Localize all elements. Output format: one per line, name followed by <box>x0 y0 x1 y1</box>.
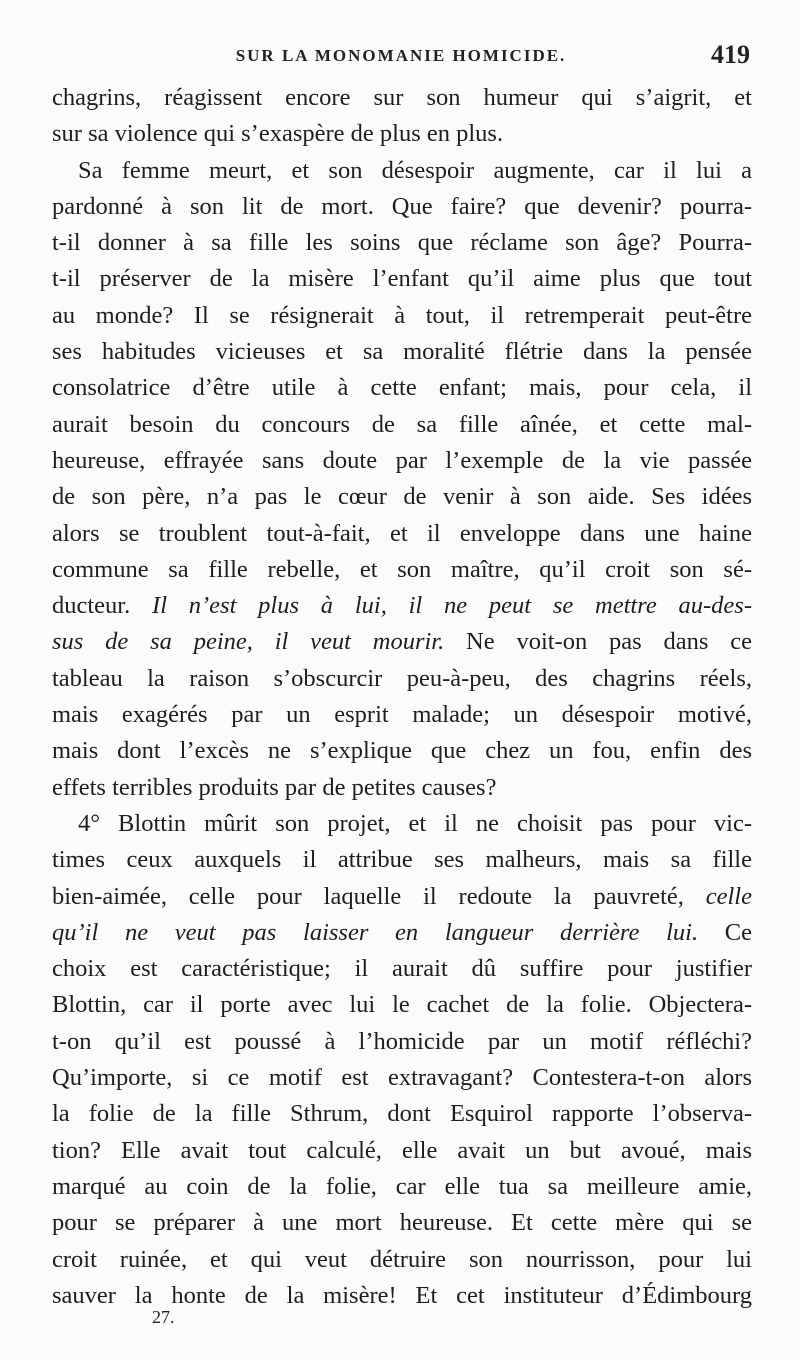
line-text: alors se troublent tout-à-fait, et il enveloppe dans une haine <box>52 519 752 547</box>
running-title: SUR LA MONOMANIE HOMICIDE. <box>235 46 567 65</box>
text-line <box>52 879 752 915</box>
text-line <box>52 987 752 1023</box>
page-header <box>52 40 750 74</box>
text-line <box>52 697 752 733</box>
line-text: times ceux auxquels il attribue ses malheurs, mais sa fille <box>52 846 752 874</box>
line-text: au monde? Il se résignerait à tout, il retremperait peut-être <box>52 301 752 329</box>
text-line <box>52 951 752 987</box>
text-line <box>52 116 752 152</box>
text-line <box>52 370 752 406</box>
line-text: aurait besoin du concours de sa fille aînée, et cette mal- <box>52 410 752 438</box>
text-line <box>52 1060 752 1096</box>
italic-quote: qu’il ne veut pas laisser en langueur derrière lui. <box>52 918 699 946</box>
text-line <box>52 189 752 225</box>
line-text: t-on qu’il est poussé à l’homicide par un motif réfléchi? <box>52 1027 752 1055</box>
line-text: t-il donner à sa fille les soins que réclame son âge? Pourra- <box>52 229 752 257</box>
line-text: Blottin, car il porte avec lui le cachet de la folie. Objectera- <box>52 991 752 1019</box>
line-text: mais exagérés par un esprit malade; un désespoir motivé, <box>52 701 752 729</box>
text-line <box>52 225 752 261</box>
text-line <box>52 770 752 806</box>
line-text: sauver la honte de la misère! Et cet instituteur d’Édimbourg <box>52 1281 752 1309</box>
text-line <box>52 334 752 370</box>
line-text: pardonné à son lit de mort. Que faire? que devenir? pourra- <box>52 192 752 220</box>
line-text: marqué au coin de la folie, car elle tua sa meilleure amie, <box>52 1172 752 1200</box>
line-text: chagrins, réagissent encore sur son humeur qui s’aigrit, et <box>52 84 752 111</box>
text-line <box>52 1205 752 1241</box>
text-line <box>52 153 752 189</box>
text-line <box>52 516 752 552</box>
line-text: sur sa violence qui s’exaspère de plus en plus. <box>52 120 504 148</box>
text-line <box>52 806 752 842</box>
text-line <box>52 624 752 660</box>
line-text: ducteur. <box>52 592 153 620</box>
page-number: 419 <box>711 40 750 69</box>
text-line <box>52 407 752 443</box>
signature-mark: 27. <box>152 1307 175 1327</box>
line-text: choix est caractéristique; il aurait dû suffire pour justifier <box>52 955 752 983</box>
text-line <box>52 588 752 624</box>
text-line <box>52 1133 752 1169</box>
line-text: commune sa fille rebelle, et son maître, qu’il croit son sé- <box>52 555 752 583</box>
line-text: 4° Blottin mûrit son projet, et il ne choisit pas pour vic- <box>78 809 752 837</box>
text-line <box>52 80 752 116</box>
text-line <box>52 1024 752 1060</box>
line-text: consolatrice d’être utile à cette enfant; mais, pour cela, il <box>52 374 752 402</box>
line-text: tableau la raison s’obscurcir peu-à-peu, des chagrins réels, <box>52 664 752 692</box>
line-text: effets terribles produits par de petites causes? <box>52 773 497 801</box>
text-line <box>52 443 752 479</box>
text-line <box>52 1096 752 1132</box>
text-line <box>52 661 752 697</box>
line-text: mais dont l’excès ne s’explique que chez un fou, enfin des <box>52 737 752 765</box>
line-text: Qu’importe, si ce motif est extravagant? Contestera-t-on alors <box>52 1064 752 1092</box>
line-text: pour se préparer à une mort heureuse. Et cette mère qui se <box>52 1209 752 1237</box>
line-text: Sa femme meurt, et son désespoir augmente, car il lui a <box>78 156 752 184</box>
text-line <box>52 733 752 769</box>
italic-quote: Il n’est plus à lui, il ne peut se mettre au-des- <box>152 592 752 620</box>
line-text: de son père, n’a pas le cœur de venir à son aide. Ses idées <box>52 483 752 511</box>
italic-quote: sus de sa peine, il veut mourir. <box>52 628 445 656</box>
text-line <box>52 479 752 515</box>
line-text: t-il préserver de la misère l’enfant qu’il aime plus que tout <box>52 265 752 293</box>
italic-quote: celle <box>705 882 752 910</box>
text-line <box>52 261 752 297</box>
body-text <box>52 80 752 1314</box>
line-text: Ce <box>698 918 753 946</box>
line-text: la folie de la fille Sthrum, dont Esquirol rapporte l’observa- <box>52 1100 752 1128</box>
text-line <box>52 298 752 334</box>
text-line <box>52 842 752 878</box>
line-text: croit ruinée, et qui veut détruire son nourrisson, pour lui <box>52 1245 752 1273</box>
line-text: tion? Elle avait tout calculé, elle avait un but avoué, mais <box>52 1136 752 1164</box>
text-line <box>52 1242 752 1278</box>
line-text: heureuse, effrayée sans doute par l’exemple de la vie passée <box>52 446 752 474</box>
text-line <box>52 552 752 588</box>
text-line <box>52 1169 752 1205</box>
line-text: bien-aimée, celle pour laquelle il redoute la pauvreté, <box>52 882 706 910</box>
text-line <box>52 915 752 951</box>
line-text: ses habitudes vicieuses et sa moralité flétrie dans la pensée <box>52 338 752 366</box>
line-text: Ne voit-on pas dans ce <box>444 628 752 656</box>
